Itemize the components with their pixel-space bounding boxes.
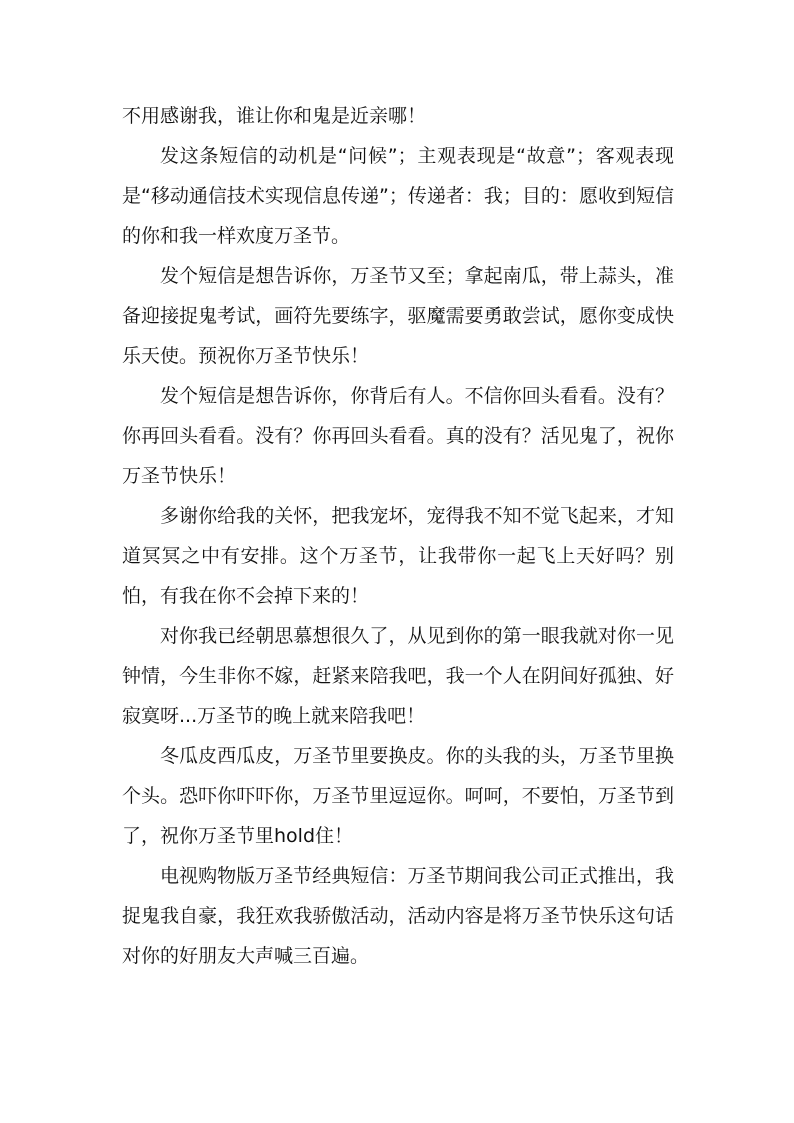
paragraph-3: 发个短信是想告诉你，万圣节又至；拿起南瓜，带上蒜头，准备迎接捉鬼考试，画符先要练字，驱魔需要勇敢尝试，愿你变成快乐天使。预祝你万圣节快乐！ — [122, 265, 674, 367]
paragraph-7: 冬瓜皮西瓜皮，万圣节里要换皮。你的头我的头，万圣节里换个头。恐吓你吓吓你，万圣节里逗逗你。呵呵，不要怕，万圣节到了，祝你万圣节里hold住！ — [122, 745, 674, 847]
paragraph-4: 发个短信是想告诉你，你背后有人。不信你回头看看。没有？你再回头看看。没有？你再回头看看。真的没有？活见鬼了，祝你万圣节快乐！ — [122, 385, 674, 487]
paragraph-2: 发这条短信的动机是“问候”；主观表现是“故意”；客观表现是“移动通信技术实现信息传递”；传递者：我；目的：愿收到短信的你和我一样欢度万圣节。 — [122, 145, 674, 247]
paragraph-5: 多谢你给我的关怀，把我宠坏，宠得我不知不觉飞起来，才知道冥冥之中有安排。这个万圣节，让我带你一起飞上天好吗？别怕，有我在你不会掉下来的！ — [122, 505, 674, 607]
paragraph-8: 电视购物版万圣节经典短信：万圣节期间我公司正式推出，我捉鬼我自豪，我狂欢我骄傲活动，活动内容是将万圣节快乐这句话对你的好朋友大声喊三百遍。 — [122, 865, 674, 967]
document-body — [122, 96, 674, 976]
paragraph-6: 对你我已经朝思慕想很久了，从见到你的第一眼我就对你一见钟情，今生非你不嫁，赶紧来陪我吧，我一个人在阴间好孤独、好寂寞呀...万圣节的晚上就来陪我吧！ — [122, 625, 674, 727]
paragraph-1: 不用感谢我，谁让你和鬼是近亲哪！ — [122, 105, 427, 127]
